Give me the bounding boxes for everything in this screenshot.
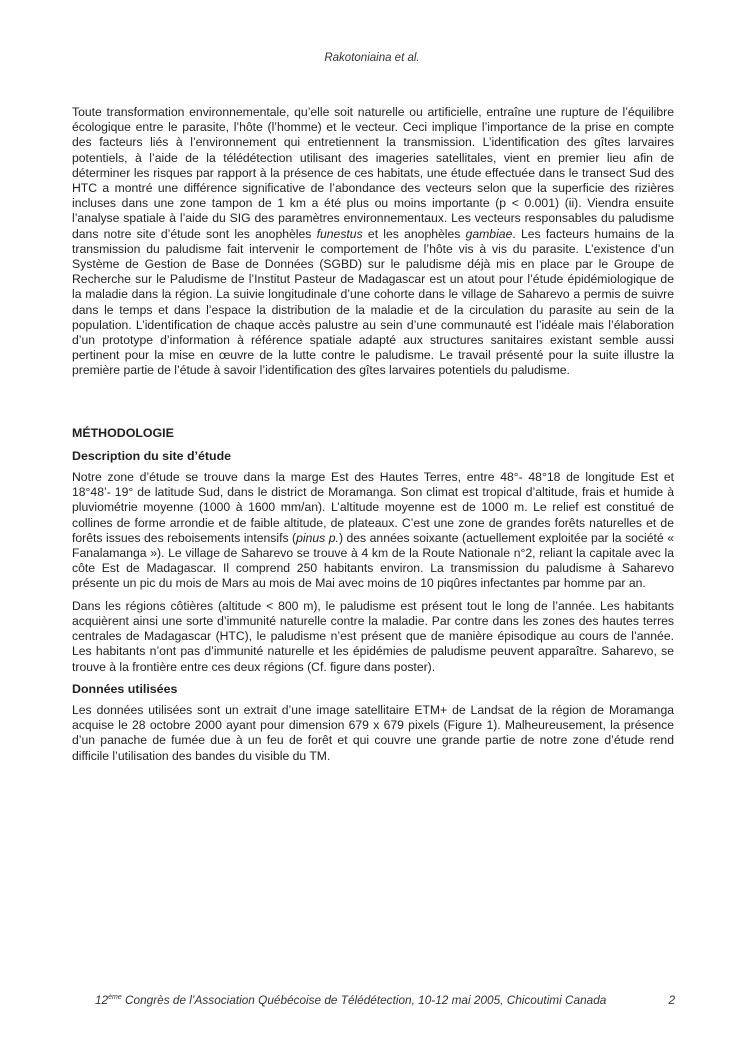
page-number: 2 (668, 993, 675, 1007)
species-funestus: funestus (316, 226, 363, 241)
intro-paragraph (72, 105, 674, 379)
site-text-2: ) des années soixante (actuellement exploitée par la société « Fanalamanga »). Le village de Saharevo se trouve à 4 km de la Route Nationale n°2, reliant la capitale avec la côte Est de Madagascar. Il comprend 250 habitants environ. La transmission du paludisme à Saharevo présente un pic du mois de Mars au mois de Mai avec moins de 10 piqûres infectantes par homme par an. (72, 530, 674, 591)
intro-text-1: Toute transformation environnementale, qu’elle soit naturelle ou artificielle, entraîne une rupture de l’équilibre écologique entre le parasite, l’hôte (l’homme) et le vecteur. Ceci implique l’importance de la prise en compte des facteurs liés à l’environnement qui entretiennent la transmission. L’identification des gîtes larvaires potentiels, à l’aide de la télédétection utilisant des imageries satellitales, vient en premier lieu afin de déterminer les risques par rapport à la présence de ces habitats, une étude effectuée dans le transect Sud des HTC a montré une différence significative de l’abondance des vecteurs selon que la superficie des rizières incluses dans une zone tampon de 1 km a été plus ou moins importante (p < 0.001) (ii). Viendra ensuite l’analyse spatiale à l’aide du SIG des paramètres environnementaux. Les vecteurs responsables du paludisme dans notre site d’étude sont les anophèles (72, 105, 674, 241)
footer-ordinal: 12 (95, 993, 109, 1007)
subsection-title-data: Données utilisées (72, 681, 178, 696)
page-footer (95, 993, 675, 1007)
intro-text-2: et les anophèles (362, 226, 466, 241)
site-text-1: Notre zone d’étude se trouve dans la marge Est des Hautes Terres, entre 48°- 48°18 de longitude Est et 18°48’- 19° de latitude Sud, dans le district de Moramanga. Son climat est tropical d’altitude, frais et humide à pluviométrie moyenne (1000 à 1600 mm/an). L’altitude moyenne est de 1000 m. Le relief est constitué de collines de forme arrondie et de faible altitude, de plateaux. C’est une zone de grandes forêts naturelles et de forêts issues des reboisements intensifs ( (72, 470, 674, 545)
subsection-title-site: Description du site d’étude (72, 448, 232, 463)
data-paragraph: Les données utilisées sont un extrait d’une image satellitaire ETM+ de Landsat de la région de Moramanga acquise le 28 octobre 2000 ayant pour dimension 679 x 679 pixels (Figure 1). Malheureusement, la présence d’un panache de fumée due à un feu de forêt et qui couvre une grande partie de notre zone d’étude rend difficile l’utilisation des bandes du visible du TM. (72, 702, 674, 763)
intro-text-3: . Les facteurs humains de la transmission du paludisme fait intervenir le comportement de l’hôte vis à vis du parasite. L’existence d’un Système de Gestion de Base de Données (SGBD) sur le paludisme déjà mis en place par le Groupe de Recherche sur le Paludisme de l’Institut Pasteur de Madagascar est un atout pour l’étude épidémiologique de la maladie dans la région. La suivie longitudinale d’une cohorte dans le village de Saharevo a permis de suivre dans le temps et dans l’espace la distribution de la maladie et de la circulation du parasite au sein de la population. L’identification de chaque accès palustre au sein d’une communauté est l’idéale mais l’élaboration d’un prototype d’information à référence spatiale adapté aux structures sanitaires existant semble aussi pertinent pour la mise en œuvre de la lutte contre le paludisme. Le travail présenté pour la suite illustre la première partie de l’étude à savoir l’identification des gîtes larvaires potentiels du paludisme. (72, 226, 674, 378)
footer-conference (95, 993, 606, 1007)
site-paragraph-1 (72, 470, 674, 592)
footer-ordinal-sup: ème (108, 994, 122, 1002)
species-pinus: pinus p. (296, 530, 339, 545)
page-content (72, 105, 674, 764)
species-gambiae: gambiae (465, 226, 513, 241)
running-header: Rakotoniaina et al. (324, 52, 420, 64)
site-paragraph-2: Dans les régions côtières (altitude < 800 m), le paludisme est présent tout le long de l’année. Les habitants acquièrent ainsi une sorte d’immunité naturelle contre la maladie. Par contre dans les zones des hautes terres centrales de Madagascar (HTC), le paludisme n’est présent que de manière épisodique au cours de l’année. Les habitants n’ont pas d’immunité naturelle et les épidémies de paludisme peuvent apparaître. Saharevo, se trouve à la frontière entre ces deux régions (Cf. figure dans poster). (72, 598, 674, 674)
footer-conference-text: Congrès de l’Association Québécoise de Télédétection, 10-12 mai 2005, Chicoutimi Canada (121, 993, 607, 1007)
section-title-methodology: MÉTHODOLOGIE (72, 425, 174, 440)
